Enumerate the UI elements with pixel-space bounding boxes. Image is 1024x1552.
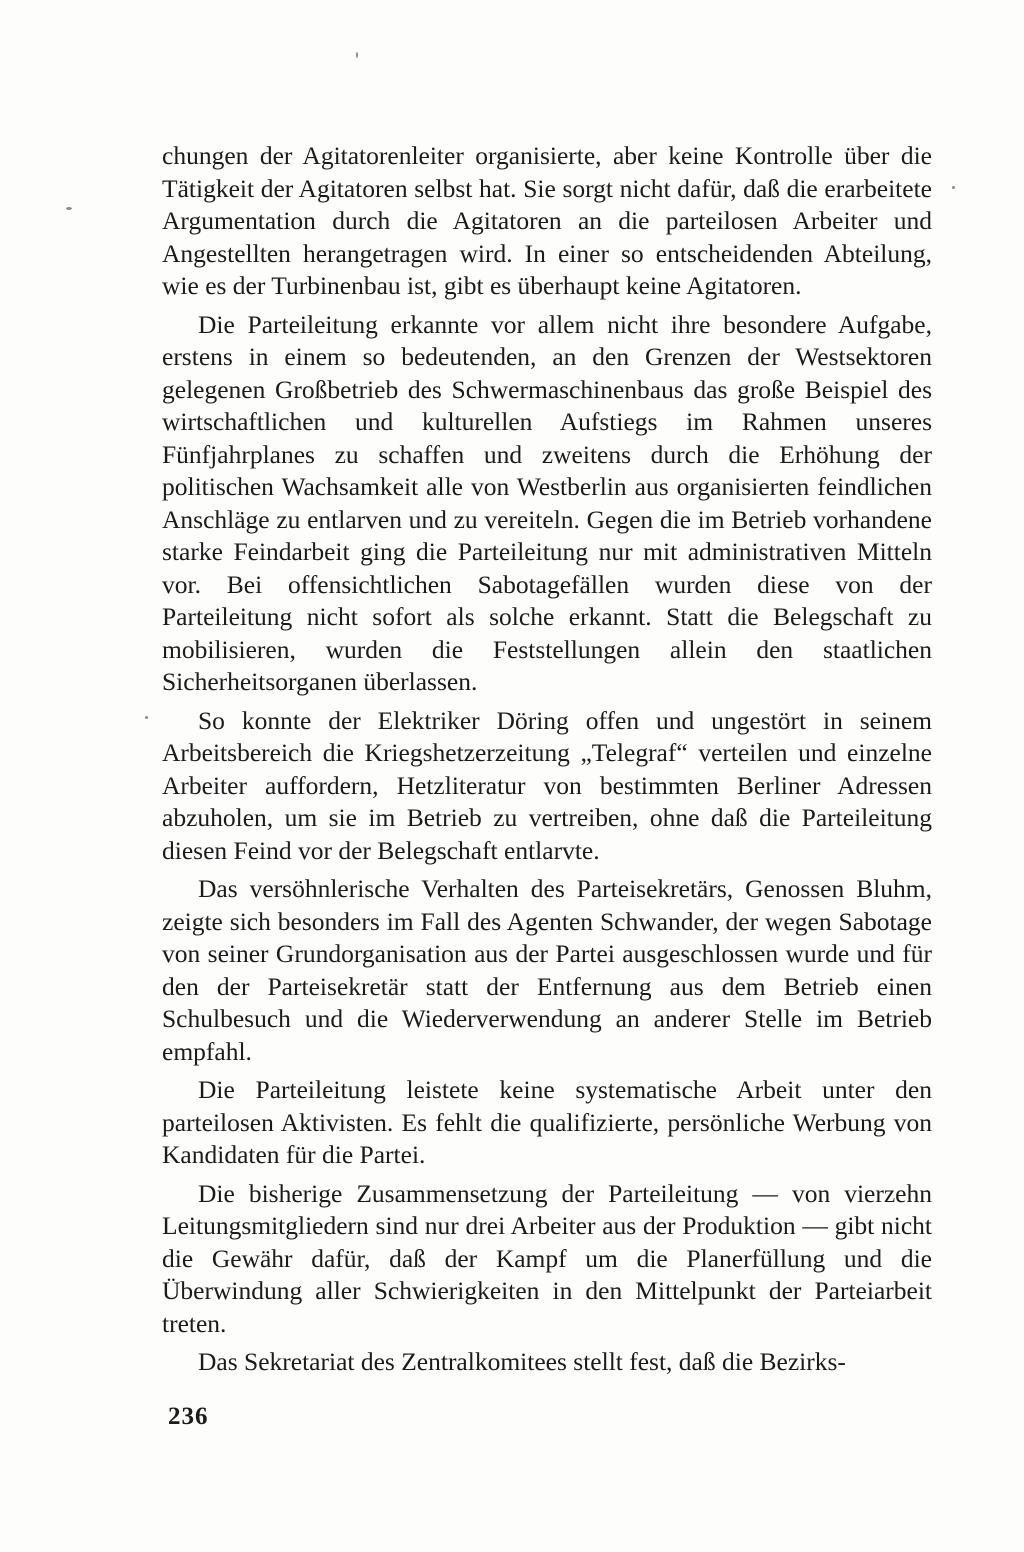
paragraph: Das versöhnlerische Verhalten des Parteisekretärs, Genossen Bluhm, zeigte sich besonders im Fall des Agenten Schwander, der wegen Sabotage von seiner Grundorganisation aus der Partei ausgeschlossen wurde und für den der Parteisekretär statt der Entfernung aus dem Betrieb einen Schulbesuch und die Wiederverwendung an anderer Stelle im Betrieb empfahl. [162,874,932,1066]
scan-speck [356,52,358,58]
paragraph: Die Parteileitung leistete keine systematische Arbeit unter den parteilosen Aktivisten. Es fehlt die qualifizierte, persönliche Werbung von Kandidaten für die Partei. [162,1075,932,1169]
paragraph: So konnte der Elektriker Döring offen und ungestört in seinem Arbeitsbereich die Kriegshetzerzeitung „Telegraf“ verteilen und einzelne Arbeiter auffordern, Hetzliteratur von bestimmten Berliner Adressen abzuholen, um sie im Betrieb zu vertreiben, ohne daß die Parteileitung diesen Feind vor der Belegschaft entlarvte. [162,705,932,865]
scan-speck [66,207,72,210]
paragraph: Die Parteileitung erkannte vor allem nicht ihre besondere Aufgabe, erstens in einem so bedeutenden, an den Grenzen der Westsektoren gelegenen Großbetrieb des Schwermaschinenbaus das große Beispiel des wirtschaftlichen und kulturellen Aufstiegs im Rahmen unseres Fünfjahrplanes zu schaffen und zweitens durch die Erhöhung der politischen Wachsamkeit alle von Westberlin aus organisierten feindlichen Anschläge zu entlarven und zu vereiteln. Gegen die im Betrieb vorhandene starke Feindarbeit ging die Parteileitung nur mit administrativen Mitteln vor. Bei offensichtlichen Sabotagefällen wurden diese von der Parteileitung nicht sofort als solche erkannt. Statt die Belegschaft zu mobilisieren, wurden die Feststellungen allein den staatlichen Sicherheitsorganen überlassen. [162,309,932,696]
body-text [162,140,932,1385]
paragraph-continued: chungen der Agitatorenleiter organisierte, aber keine Kontrolle über die Tätigkeit der Agitatoren selbst hat. Sie sorgt nicht dafür, daß die erarbeitete Argumentation durch die Agitatoren an die parteilosen Arbeiter und Angestellten herangetragen wird. In einer so entscheidenden Abteilung, wie es der Turbinenbau ist, gibt es überhaupt keine Agitatoren. [162,141,932,300]
paragraph-continues: Das Sekretariat des Zentralkomitees stellt fest, daß die Bezirks- [198,1347,846,1376]
paragraph: Die bisherige Zusammensetzung der Parteileitung — von vierzehn Leitungsmitgliedern sind nur drei Arbeiter aus der Produktion — gibt nicht die Gewähr dafür, daß der Kampf um die Planerfüllung und die Überwindung aller Schwierigkeiten in den Mittelpunkt der Parteiarbeit treten. [162,1178,932,1338]
scan-speck [952,186,955,189]
scan-speck [145,716,148,719]
page-number: 236 [168,1403,209,1430]
